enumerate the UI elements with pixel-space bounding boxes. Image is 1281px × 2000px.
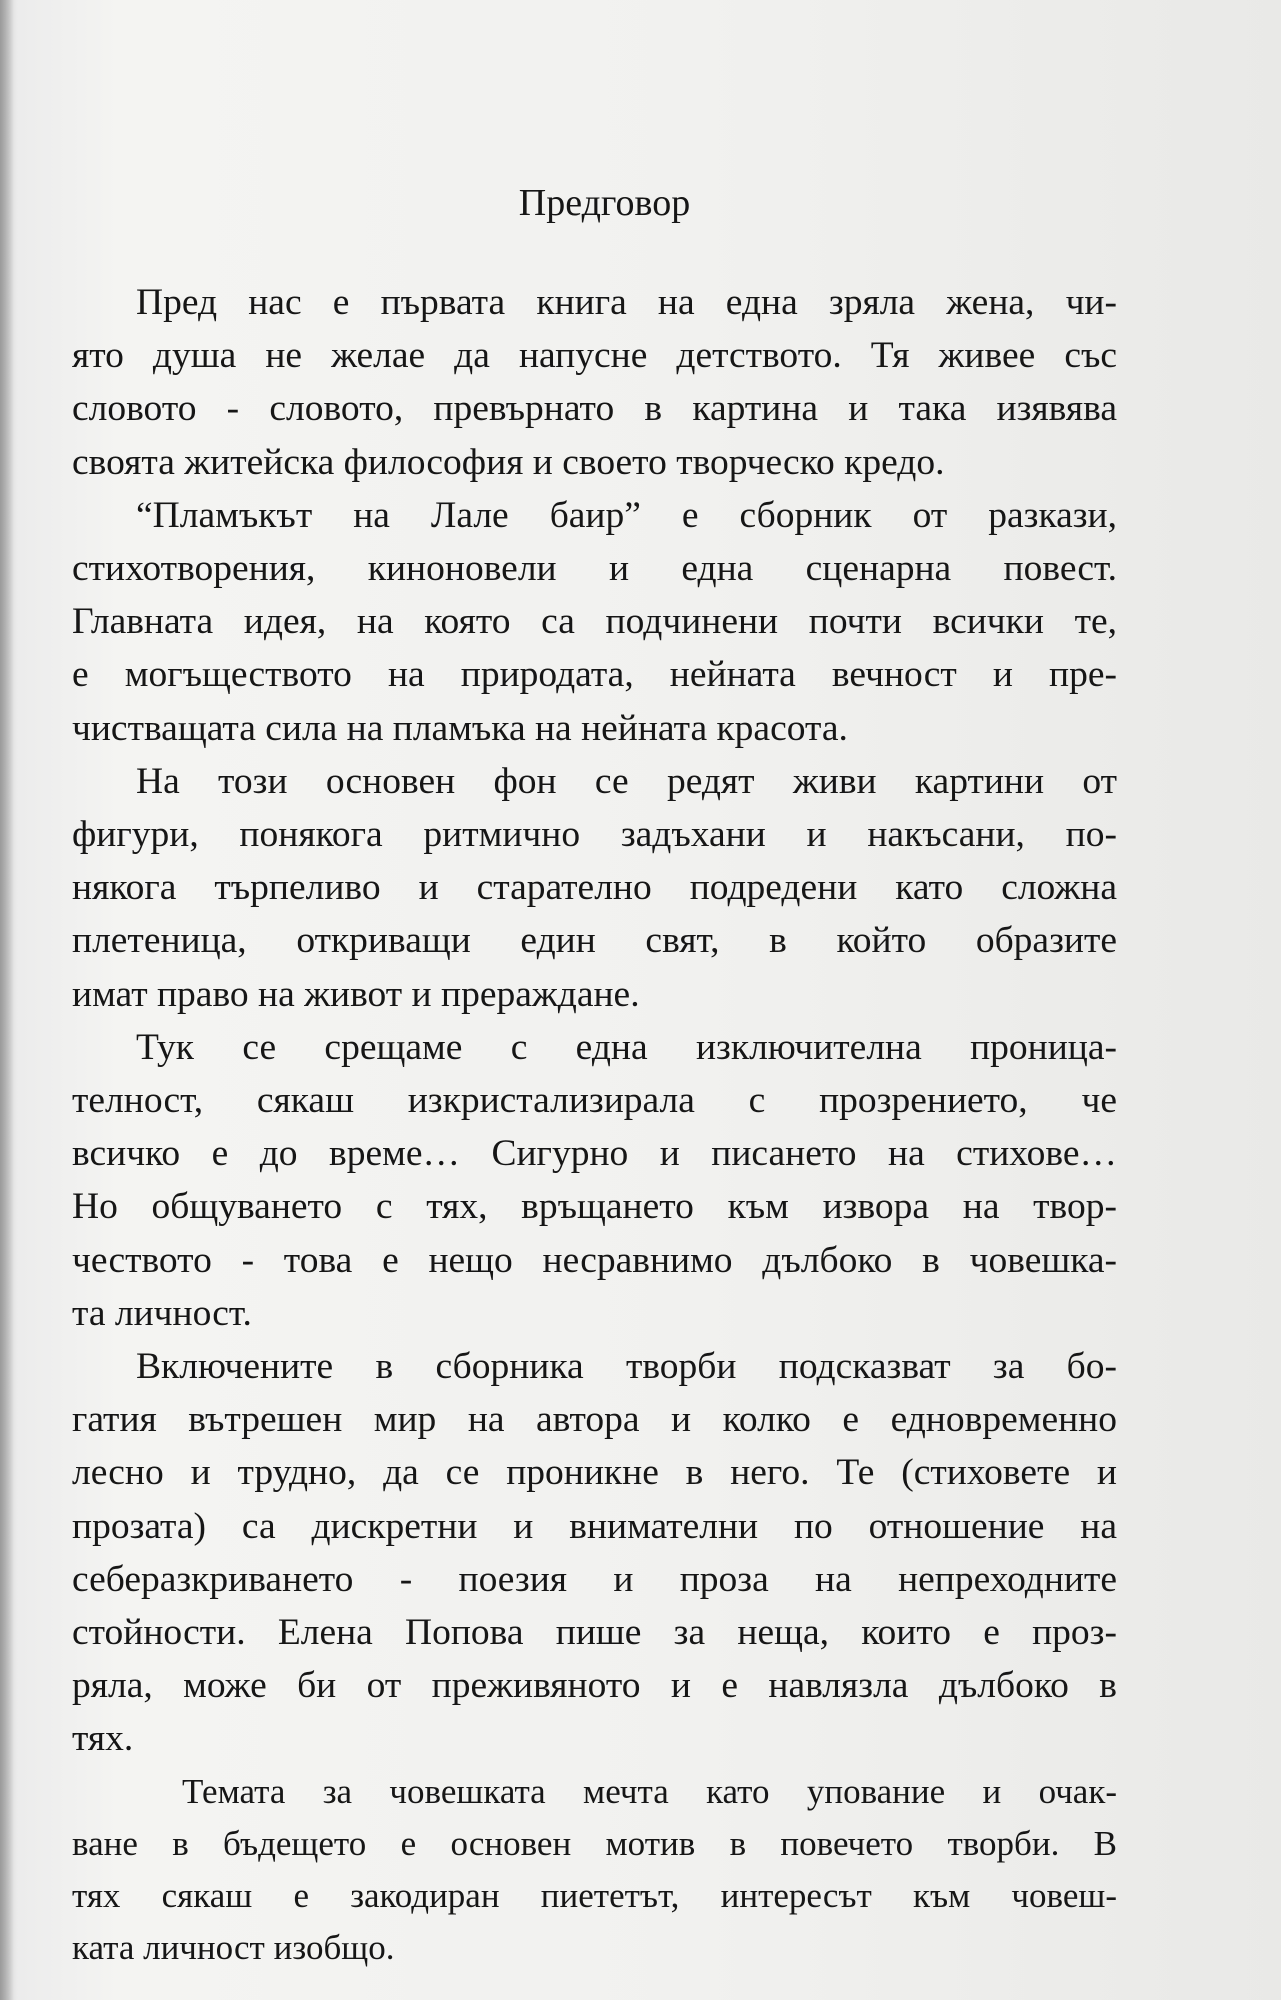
paragraph-1 bbox=[72, 276, 1117, 489]
text-line: Включените в сборника творби подсказват за бо- bbox=[136, 1346, 1117, 1388]
paragraph-4 bbox=[72, 1021, 1117, 1340]
text-line: имат право на живот и прераждане. bbox=[72, 973, 640, 1015]
text-line: фигури, понякога ритмично задъхани и накъсани, по- bbox=[72, 814, 1117, 856]
text-line: телност, сякаш изкристализирала с прозрението, че bbox=[72, 1080, 1117, 1122]
text-line: стихотворения, киноновели и една сценарна повест. bbox=[72, 548, 1117, 590]
text-line: та личност. bbox=[72, 1292, 252, 1334]
text-line: На този основен фон се редят живи картини от bbox=[136, 760, 1117, 802]
text-line: чистващата сила на пламъка на нейната красота. bbox=[72, 707, 848, 749]
paragraph-5 bbox=[72, 1340, 1117, 1766]
page-title: Предговор bbox=[518, 182, 691, 224]
text-line: някога търпеливо и старателно подредени като сложна bbox=[72, 867, 1117, 909]
text-line: тях сякаш е закодиран пиететът, интересът към човеш- bbox=[72, 1875, 1117, 1915]
paragraph-2 bbox=[72, 489, 1117, 755]
paragraph-3 bbox=[72, 755, 1117, 1021]
text-line: своята житейска философия и своето творческо кредо. bbox=[72, 441, 945, 483]
text-line: Темата за човешката мечта като упование и очак- bbox=[182, 1771, 1117, 1811]
text-line: “Пламъкът на Лале баир” е сборник от разкази, bbox=[136, 494, 1117, 536]
text-line: Пред нас е първата книга на една зряла жена, чи- bbox=[136, 282, 1117, 323]
text-line: словото - словото, превърнато в картина и така изявява bbox=[72, 388, 1117, 430]
text-line: плетеница, откриващи един свят, в който образите bbox=[72, 920, 1117, 962]
text-line: чеството - това е нещо несравнимо дълбоко в човешка- bbox=[72, 1239, 1117, 1281]
text-line: всичко е до време… Сигурно и писането на стихове… bbox=[72, 1133, 1117, 1175]
text-line: прозата) са дискретни и внимателни по отношение на bbox=[72, 1505, 1117, 1547]
text-line: ване в бъдещето е основен мотив в повечето творби. В bbox=[72, 1823, 1117, 1863]
text-line: Тук се срещаме с една изключителна проница- bbox=[136, 1026, 1117, 1068]
text-line: е могъществото на природата, нейната вечност и пре- bbox=[72, 654, 1117, 696]
text-line: ряла, може би от преживяното и е навлязла дълбоко в bbox=[72, 1665, 1117, 1707]
text-line: гатия вътрешен мир на автора и колко е едновременно bbox=[72, 1399, 1117, 1441]
text-line: ката личност изобщо. bbox=[72, 1927, 395, 1967]
text-line: лесно и трудно, да се проникне в него. Те (стиховете и bbox=[72, 1452, 1117, 1494]
text-line: стойности. Елена Попова пише за неща, които е проз- bbox=[72, 1612, 1117, 1654]
text-line: Но общуването с тях, връщането към извора на твор- bbox=[72, 1186, 1117, 1228]
page-binding-shadow bbox=[0, 0, 14, 2000]
text-line: Главната идея, на която са подчинени почти всички те, bbox=[72, 601, 1117, 643]
paragraph-6 bbox=[72, 1766, 1117, 1974]
text-line: себеразкриването - поезия и проза на непреходните bbox=[72, 1558, 1117, 1600]
text-line: ято душа не желае да напусне детството. Тя живее със bbox=[72, 335, 1117, 377]
page-text-block bbox=[72, 178, 1117, 1974]
text-line: тях. bbox=[72, 1718, 134, 1760]
